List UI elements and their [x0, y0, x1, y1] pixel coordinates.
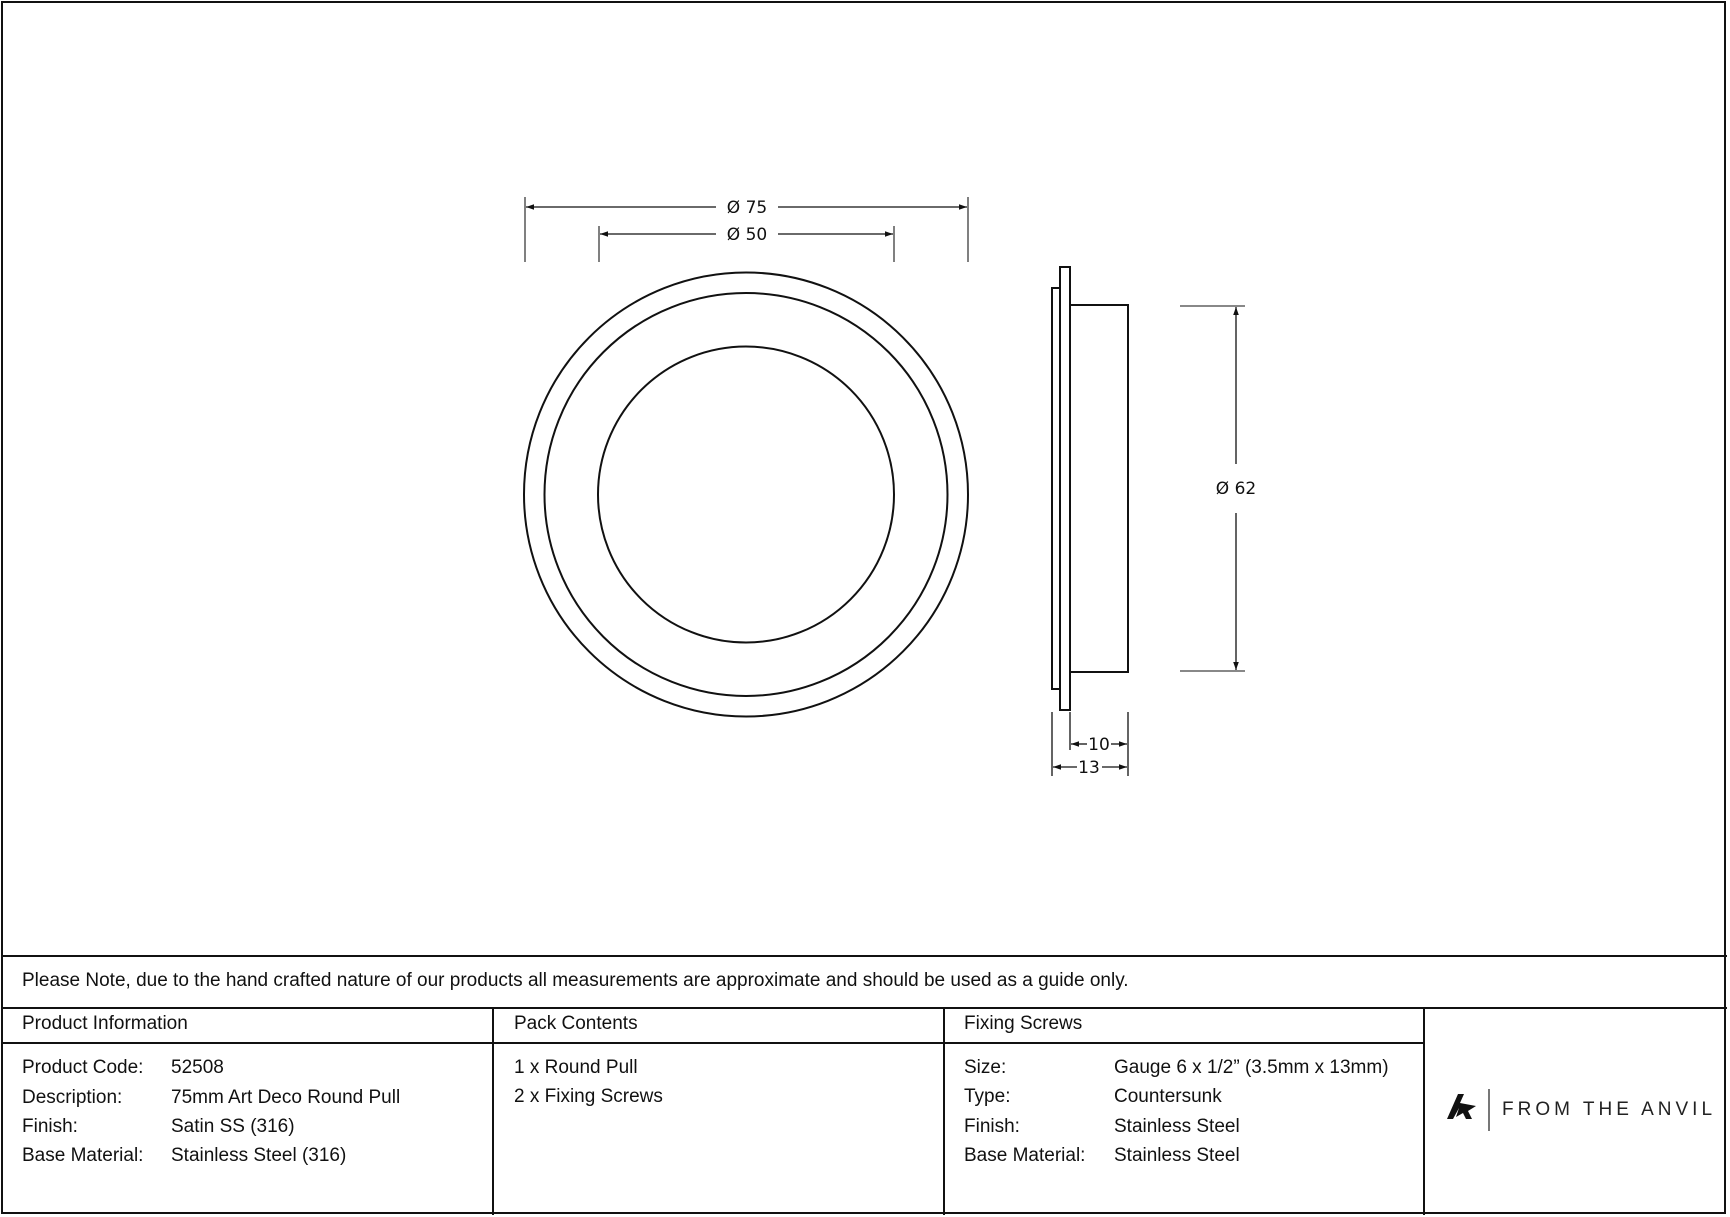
product-information-header: Product Information: [22, 1013, 188, 1034]
outer-diameter-label: Ø 75: [726, 198, 768, 218]
screw-size-label: Size:: [964, 1057, 1007, 1078]
back-plate: [1052, 288, 1060, 689]
base-material-label: Base Material:: [22, 1145, 144, 1166]
dimension-body-diameter: [1216, 307, 1256, 670]
pack-item: 1 x Round Pull: [514, 1057, 638, 1078]
anvil-a-logo-icon: [1447, 1094, 1477, 1120]
dimension-inner-diameter: [600, 225, 893, 245]
header-divider: [1, 1042, 1425, 1044]
brand-name: FROM THE ANVIL: [1502, 1099, 1717, 1120]
base-material-value: Stainless Steel (316): [171, 1145, 347, 1166]
inner-diameter-label: Ø 50: [726, 225, 768, 245]
logo-divider: [1488, 1089, 1490, 1131]
bevel-circle: [545, 293, 948, 696]
screw-size-value: Gauge 6 x 1/2” (3.5mm x 13mm): [1114, 1057, 1389, 1078]
column-divider-2: [943, 1007, 945, 1215]
column-divider-1: [492, 1007, 494, 1215]
note-divider: [1, 1007, 1727, 1009]
fixing-screws-header: Fixing Screws: [964, 1013, 1083, 1034]
front-view: [524, 197, 968, 717]
dimension-body-depth: [1071, 735, 1127, 755]
screw-base-material-value: Stainless Steel: [1114, 1145, 1240, 1166]
total-depth-label: 13: [1078, 758, 1100, 778]
outer-rim-circle: [524, 273, 968, 717]
body-depth-label: 10: [1088, 735, 1110, 755]
pack-contents-header: Pack Contents: [514, 1013, 638, 1034]
screw-type-value: Countersunk: [1114, 1086, 1222, 1107]
recess-circle: [598, 347, 894, 643]
body-diameter-label: Ø 62: [1215, 479, 1257, 499]
flange-plate: [1060, 267, 1070, 710]
description-label: Description:: [22, 1087, 123, 1108]
dimension-outer-diameter: [526, 198, 967, 218]
screw-type-label: Type:: [964, 1086, 1011, 1107]
finish-value: Satin SS (316): [171, 1116, 295, 1137]
disclaimer-note: Please Note, due to the hand crafted nature of our products all measurements are approximate and should be used as a guide only.: [22, 970, 1129, 991]
finish-label: Finish:: [22, 1116, 78, 1137]
dimension-total-depth: [1053, 758, 1127, 778]
screw-finish-label: Finish:: [964, 1116, 1020, 1137]
pull-body: [1070, 305, 1128, 672]
screw-base-material-label: Base Material:: [964, 1145, 1086, 1166]
description-value: 75mm Art Deco Round Pull: [171, 1087, 401, 1108]
table-top-border: [1, 955, 1727, 957]
product-code-value: 52508: [171, 1057, 224, 1078]
side-view: [1052, 267, 1256, 778]
product-code-label: Product Code:: [22, 1057, 144, 1078]
column-divider-3: [1423, 1007, 1425, 1215]
screw-finish-value: Stainless Steel: [1114, 1116, 1240, 1137]
pack-item: 2 x Fixing Screws: [514, 1086, 663, 1107]
